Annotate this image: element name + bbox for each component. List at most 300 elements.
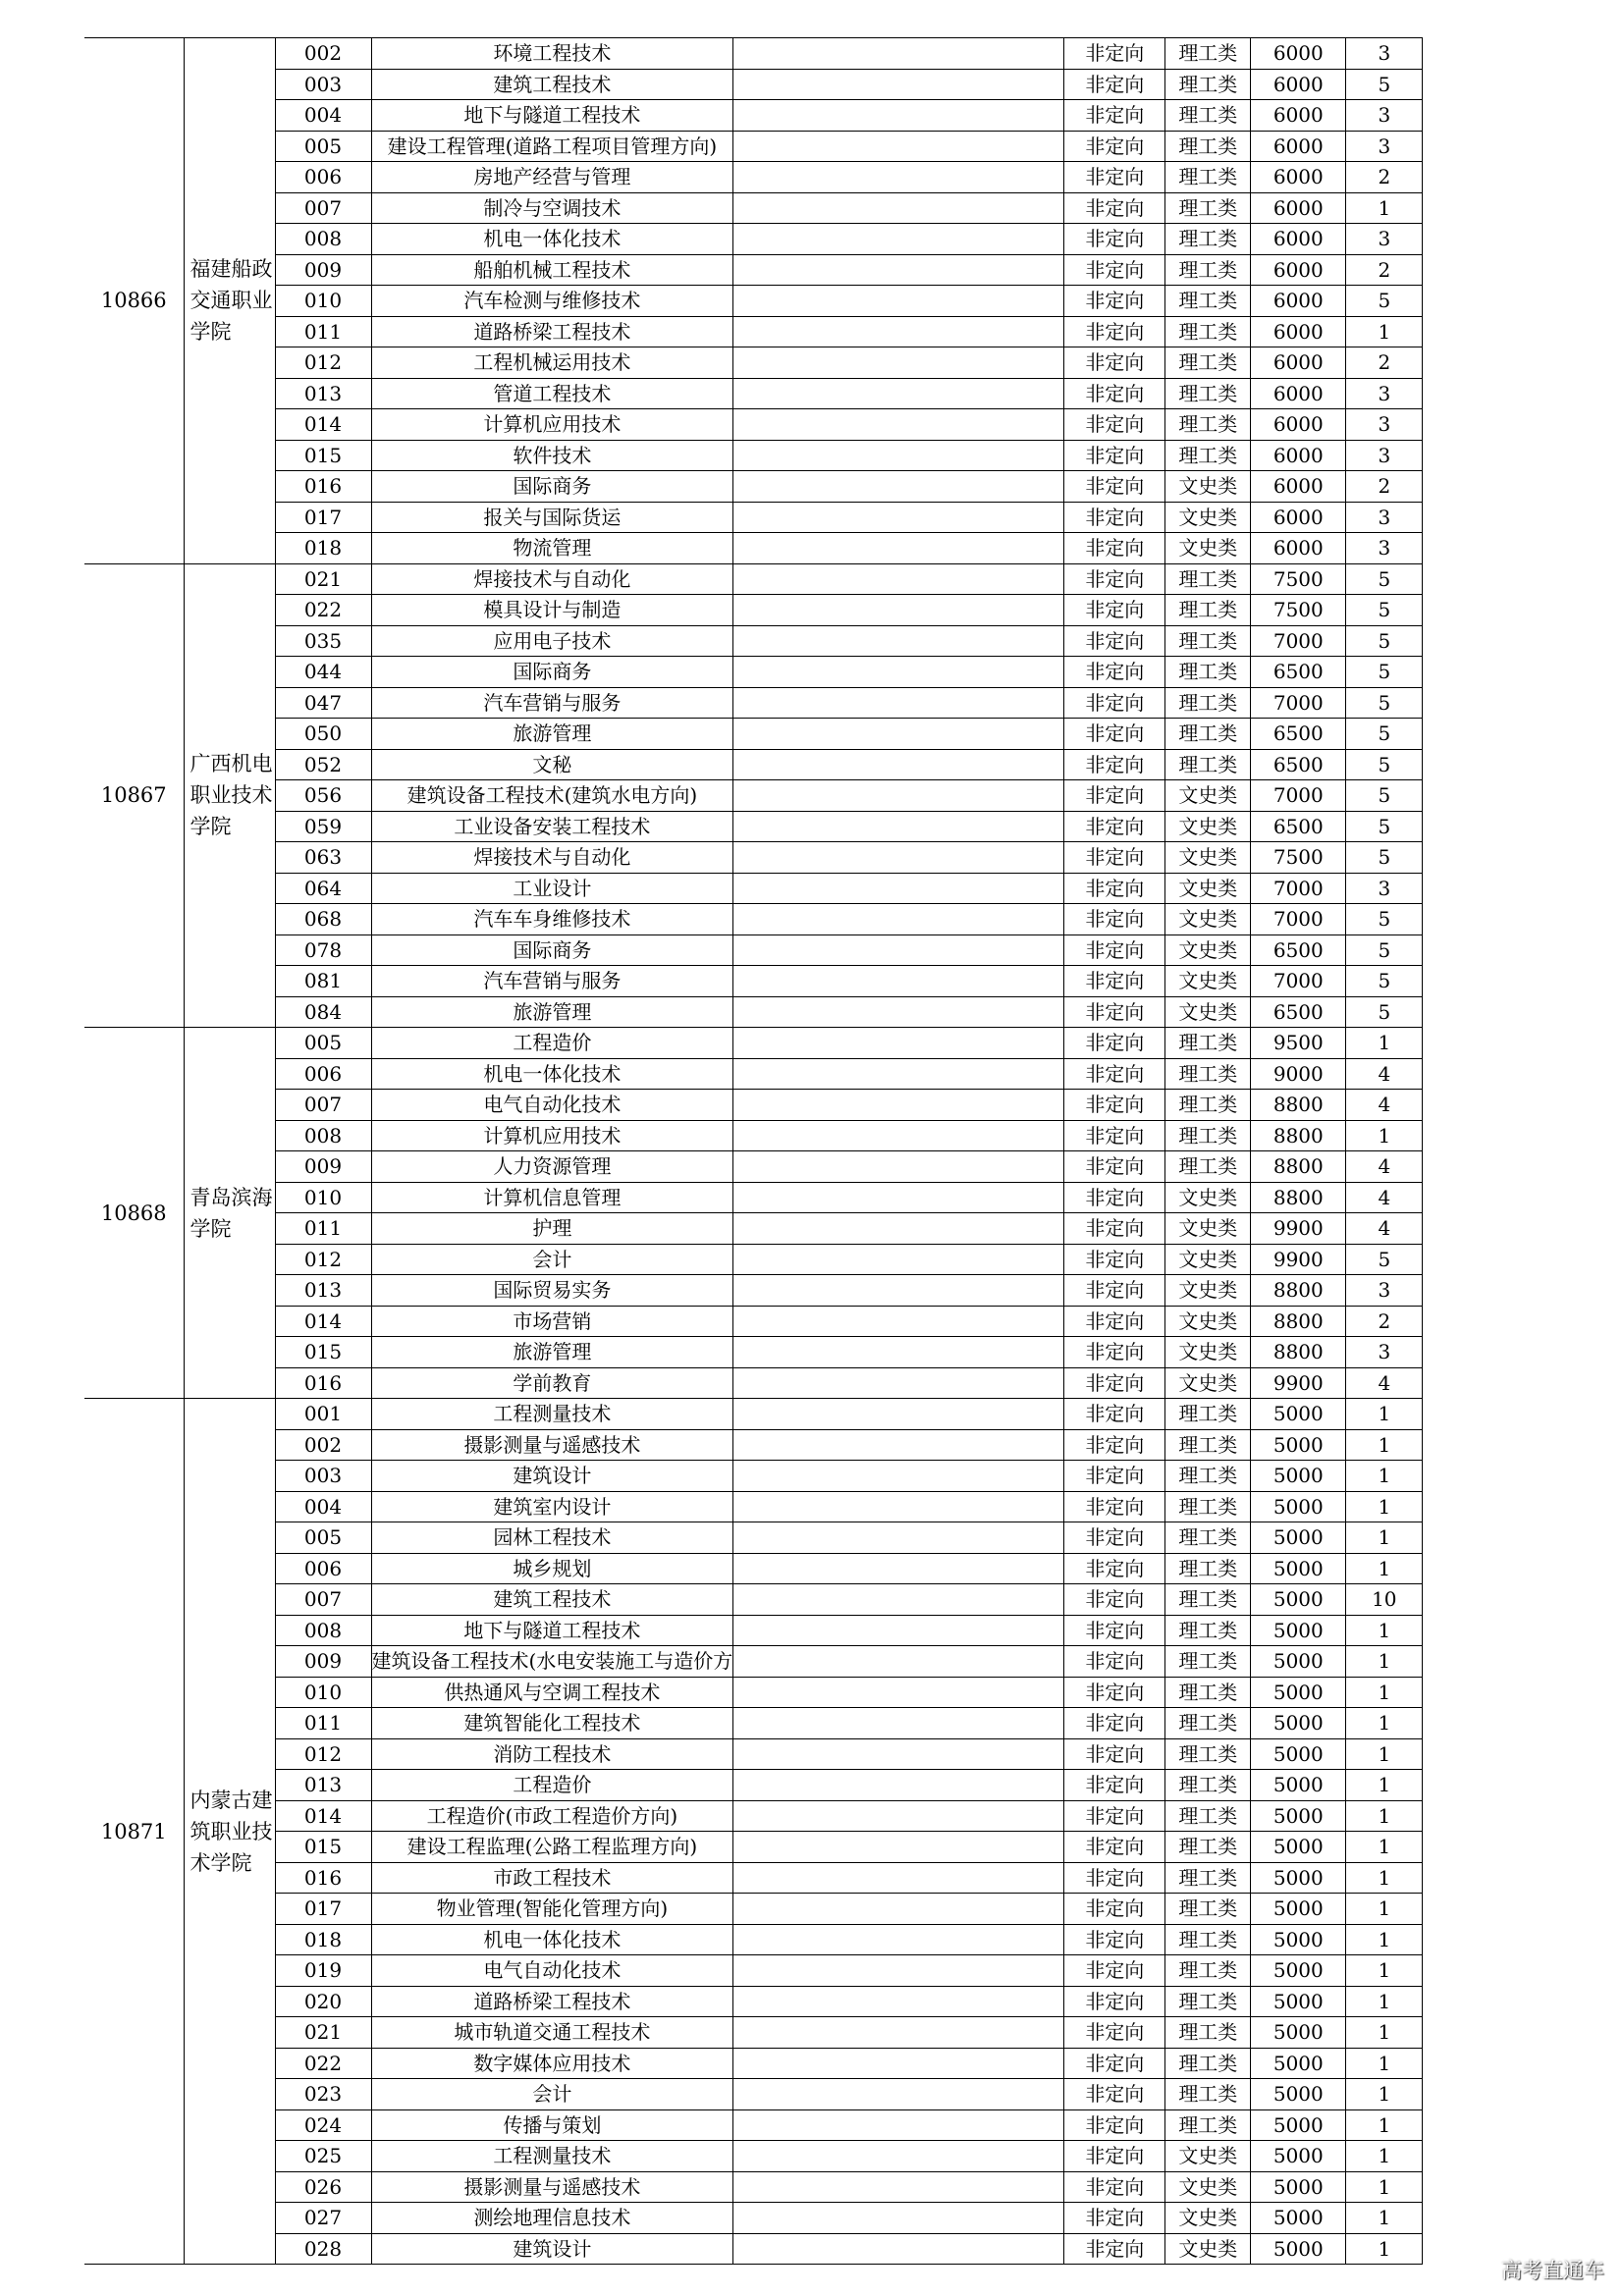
major-name: 建筑设备工程技术(建筑水电方向) — [371, 780, 733, 812]
major-name: 会计 — [371, 1244, 733, 1275]
school-code: 10868 — [84, 1028, 184, 1399]
remark — [733, 1461, 1064, 1492]
plan-count: 4 — [1346, 1090, 1423, 1121]
major-name: 制冷与空调技术 — [371, 192, 733, 224]
category: 理工类 — [1165, 2048, 1251, 2079]
plan-count: 1 — [1346, 2048, 1423, 2079]
remark — [733, 1646, 1064, 1678]
plan-count: 3 — [1346, 502, 1423, 533]
direction: 非定向 — [1064, 1058, 1165, 1090]
major-name: 道路桥梁工程技术 — [371, 316, 733, 347]
plan-count: 1 — [1346, 1677, 1423, 1708]
major-name: 建设工程管理(道路工程项目管理方向) — [371, 131, 733, 162]
direction: 非定向 — [1064, 687, 1165, 719]
remark — [733, 1800, 1064, 1832]
category: 理工类 — [1165, 440, 1251, 471]
category: 文史类 — [1165, 904, 1251, 935]
plan-count: 4 — [1346, 1367, 1423, 1399]
category: 理工类 — [1165, 100, 1251, 132]
category: 理工类 — [1165, 1738, 1251, 1770]
remark — [733, 966, 1064, 997]
major-code: 056 — [275, 780, 371, 812]
category: 文史类 — [1165, 2141, 1251, 2172]
tuition: 5000 — [1251, 1399, 1346, 1430]
tuition: 5000 — [1251, 1461, 1346, 1492]
direction: 非定向 — [1064, 780, 1165, 812]
major-code: 059 — [275, 811, 371, 842]
major-name: 建筑工程技术 — [371, 69, 733, 100]
major-name: 文秘 — [371, 749, 733, 780]
major-code: 007 — [275, 192, 371, 224]
plan-count: 1 — [1346, 1986, 1423, 2017]
direction: 非定向 — [1064, 1367, 1165, 1399]
tuition: 7500 — [1251, 563, 1346, 595]
major-name: 道路桥梁工程技术 — [371, 1986, 733, 2017]
major-name: 旅游管理 — [371, 1337, 733, 1368]
tuition: 8800 — [1251, 1151, 1346, 1183]
plan-count: 1 — [1346, 2141, 1423, 2172]
remark — [733, 1584, 1064, 1616]
remark — [733, 2017, 1064, 2049]
major-name: 护理 — [371, 1213, 733, 1245]
remark — [733, 1708, 1064, 1739]
major-code: 025 — [275, 2141, 371, 2172]
tuition: 5000 — [1251, 1429, 1346, 1461]
major-name: 计算机应用技术 — [371, 409, 733, 441]
plan-count: 10 — [1346, 1584, 1423, 1616]
direction: 非定向 — [1064, 69, 1165, 100]
plan-count: 1 — [1346, 1028, 1423, 1059]
direction: 非定向 — [1064, 1244, 1165, 1275]
direction: 非定向 — [1064, 1151, 1165, 1183]
major-name: 工业设备安装工程技术 — [371, 811, 733, 842]
major-code: 014 — [275, 1800, 371, 1832]
plan-count: 1 — [1346, 2233, 1423, 2265]
major-code: 013 — [275, 378, 371, 409]
major-name: 建筑智能化工程技术 — [371, 1708, 733, 1739]
remark — [733, 2141, 1064, 2172]
direction: 非定向 — [1064, 625, 1165, 657]
remark — [733, 563, 1064, 595]
direction: 非定向 — [1064, 1615, 1165, 1646]
tuition: 6000 — [1251, 100, 1346, 132]
category: 理工类 — [1165, 1058, 1251, 1090]
major-code: 035 — [275, 625, 371, 657]
direction: 非定向 — [1064, 873, 1165, 904]
major-code: 017 — [275, 1894, 371, 1925]
major-code: 006 — [275, 1553, 371, 1584]
direction: 非定向 — [1064, 1955, 1165, 1987]
category: 理工类 — [1165, 224, 1251, 255]
plan-count: 5 — [1346, 996, 1423, 1028]
major-code: 002 — [275, 1429, 371, 1461]
major-name: 地下与隧道工程技术 — [371, 100, 733, 132]
plan-count: 3 — [1346, 1337, 1423, 1368]
tuition: 5000 — [1251, 2048, 1346, 2079]
major-name: 建筑设计 — [371, 2233, 733, 2265]
major-code: 022 — [275, 2048, 371, 2079]
remark — [733, 440, 1064, 471]
major-name: 模具设计与制造 — [371, 595, 733, 626]
category: 理工类 — [1165, 69, 1251, 100]
major-code: 021 — [275, 563, 371, 595]
category: 理工类 — [1165, 1708, 1251, 1739]
direction: 非定向 — [1064, 1337, 1165, 1368]
remark — [733, 1491, 1064, 1522]
plan-count: 3 — [1346, 409, 1423, 441]
remark — [733, 873, 1064, 904]
remark — [733, 1553, 1064, 1584]
category: 理工类 — [1165, 1399, 1251, 1430]
school-code: 10871 — [84, 1399, 184, 2265]
direction: 非定向 — [1064, 1182, 1165, 1213]
plan-count: 1 — [1346, 192, 1423, 224]
category: 理工类 — [1165, 1090, 1251, 1121]
remark — [733, 719, 1064, 750]
category: 理工类 — [1165, 38, 1251, 70]
tuition: 6500 — [1251, 996, 1346, 1028]
tuition: 9900 — [1251, 1367, 1346, 1399]
major-name: 计算机应用技术 — [371, 1120, 733, 1151]
direction: 非定向 — [1064, 192, 1165, 224]
major-name: 国际商务 — [371, 934, 733, 966]
category: 文史类 — [1165, 1367, 1251, 1399]
tuition: 5000 — [1251, 1491, 1346, 1522]
category: 理工类 — [1165, 687, 1251, 719]
direction: 非定向 — [1064, 563, 1165, 595]
major-code: 063 — [275, 842, 371, 874]
direction: 非定向 — [1064, 811, 1165, 842]
category: 文史类 — [1165, 502, 1251, 533]
major-name: 园林工程技术 — [371, 1522, 733, 1554]
direction: 非定向 — [1064, 996, 1165, 1028]
tuition: 5000 — [1251, 1955, 1346, 1987]
category: 理工类 — [1165, 1770, 1251, 1801]
tuition: 6000 — [1251, 378, 1346, 409]
category: 文史类 — [1165, 811, 1251, 842]
tuition: 7000 — [1251, 625, 1346, 657]
plan-count: 3 — [1346, 440, 1423, 471]
major-name: 测绘地理信息技术 — [371, 2203, 733, 2234]
remark — [733, 1028, 1064, 1059]
major-name: 建设工程监理(公路工程监理方向) — [371, 1832, 733, 1863]
direction: 非定向 — [1064, 162, 1165, 193]
category: 理工类 — [1165, 1646, 1251, 1678]
plan-count: 3 — [1346, 1275, 1423, 1307]
remark — [733, 1677, 1064, 1708]
tuition: 5000 — [1251, 2171, 1346, 2203]
table-body — [29, 38, 1423, 2265]
tuition: 5000 — [1251, 1924, 1346, 1955]
tuition: 6000 — [1251, 131, 1346, 162]
tuition: 7500 — [1251, 842, 1346, 874]
direction: 非定向 — [1064, 1986, 1165, 2017]
category: 理工类 — [1165, 1986, 1251, 2017]
category: 理工类 — [1165, 347, 1251, 379]
major-name: 计算机信息管理 — [371, 1182, 733, 1213]
remark — [733, 224, 1064, 255]
category: 文史类 — [1165, 966, 1251, 997]
direction: 非定向 — [1064, 1429, 1165, 1461]
category: 理工类 — [1165, 131, 1251, 162]
plan-count: 1 — [1346, 1461, 1423, 1492]
plan-count: 2 — [1346, 471, 1423, 503]
tuition: 6500 — [1251, 811, 1346, 842]
major-name: 机电一体化技术 — [371, 224, 733, 255]
tuition: 6000 — [1251, 533, 1346, 564]
major-code: 011 — [275, 316, 371, 347]
tuition: 6000 — [1251, 502, 1346, 533]
direction: 非定向 — [1064, 1491, 1165, 1522]
tuition: 6000 — [1251, 286, 1346, 317]
remark — [733, 1244, 1064, 1275]
tuition: 7000 — [1251, 904, 1346, 935]
direction: 非定向 — [1064, 719, 1165, 750]
major-name: 环境工程技术 — [371, 38, 733, 70]
remark — [733, 780, 1064, 812]
major-code: 005 — [275, 131, 371, 162]
major-code: 008 — [275, 224, 371, 255]
category: 理工类 — [1165, 409, 1251, 441]
major-name: 旅游管理 — [371, 719, 733, 750]
category: 理工类 — [1165, 254, 1251, 286]
major-code: 047 — [275, 687, 371, 719]
major-code: 016 — [275, 471, 371, 503]
major-name: 摄影测量与遥感技术 — [371, 1429, 733, 1461]
direction: 非定向 — [1064, 1213, 1165, 1245]
direction: 非定向 — [1064, 904, 1165, 935]
remark — [733, 1399, 1064, 1430]
direction: 非定向 — [1064, 1894, 1165, 1925]
direction: 非定向 — [1064, 934, 1165, 966]
direction: 非定向 — [1064, 2203, 1165, 2234]
direction: 非定向 — [1064, 409, 1165, 441]
tuition: 6000 — [1251, 409, 1346, 441]
category: 理工类 — [1165, 192, 1251, 224]
tuition: 8800 — [1251, 1090, 1346, 1121]
plan-count: 5 — [1346, 811, 1423, 842]
direction: 非定向 — [1064, 1924, 1165, 1955]
tuition: 5000 — [1251, 1894, 1346, 1925]
major-code: 012 — [275, 1244, 371, 1275]
direction: 非定向 — [1064, 100, 1165, 132]
direction: 非定向 — [1064, 224, 1165, 255]
category: 文史类 — [1165, 780, 1251, 812]
category: 理工类 — [1165, 1615, 1251, 1646]
direction: 非定向 — [1064, 347, 1165, 379]
direction: 非定向 — [1064, 966, 1165, 997]
category: 理工类 — [1165, 719, 1251, 750]
remark — [733, 502, 1064, 533]
plan-count: 1 — [1346, 1399, 1423, 1430]
major-code: 018 — [275, 533, 371, 564]
direction: 非定向 — [1064, 2233, 1165, 2265]
plan-count: 3 — [1346, 131, 1423, 162]
category: 理工类 — [1165, 2109, 1251, 2141]
direction: 非定向 — [1064, 595, 1165, 626]
remark — [733, 1367, 1064, 1399]
left-margin — [29, 1399, 84, 2265]
tuition: 5000 — [1251, 2079, 1346, 2110]
plan-count: 1 — [1346, 1708, 1423, 1739]
category: 理工类 — [1165, 378, 1251, 409]
category: 文史类 — [1165, 873, 1251, 904]
plan-count: 5 — [1346, 719, 1423, 750]
tuition: 5000 — [1251, 1986, 1346, 2017]
major-code: 023 — [275, 2079, 371, 2110]
major-name: 供热通风与空调工程技术 — [371, 1677, 733, 1708]
remark — [733, 1213, 1064, 1245]
major-name: 建筑设计 — [371, 1461, 733, 1492]
remark — [733, 595, 1064, 626]
remark — [733, 749, 1064, 780]
remark — [733, 1955, 1064, 1987]
remark — [733, 1120, 1064, 1151]
plan-count: 4 — [1346, 1058, 1423, 1090]
major-name: 城乡规划 — [371, 1553, 733, 1584]
tuition: 5000 — [1251, 1646, 1346, 1678]
major-name: 工程测量技术 — [371, 1399, 733, 1430]
major-name: 汽车车身维修技术 — [371, 904, 733, 935]
tuition: 6000 — [1251, 224, 1346, 255]
major-name: 焊接技术与自动化 — [371, 563, 733, 595]
direction: 非定向 — [1064, 1770, 1165, 1801]
major-name: 会计 — [371, 2079, 733, 2110]
remark — [733, 1738, 1064, 1770]
tuition: 6000 — [1251, 316, 1346, 347]
plan-count: 5 — [1346, 687, 1423, 719]
remark — [733, 2171, 1064, 2203]
category: 理工类 — [1165, 625, 1251, 657]
remark — [733, 904, 1064, 935]
major-name: 国际商务 — [371, 657, 733, 688]
tuition: 5000 — [1251, 2233, 1346, 2265]
major-name: 市场营销 — [371, 1306, 733, 1337]
major-name: 建筑工程技术 — [371, 1584, 733, 1616]
category: 文史类 — [1165, 533, 1251, 564]
plan-count: 1 — [1346, 1924, 1423, 1955]
plan-count: 3 — [1346, 100, 1423, 132]
plan-count: 5 — [1346, 780, 1423, 812]
major-name: 机电一体化技术 — [371, 1058, 733, 1090]
tuition: 6000 — [1251, 254, 1346, 286]
plan-count: 5 — [1346, 934, 1423, 966]
major-name: 人力资源管理 — [371, 1151, 733, 1183]
plan-count: 3 — [1346, 873, 1423, 904]
plan-count: 1 — [1346, 1832, 1423, 1863]
category: 文史类 — [1165, 2203, 1251, 2234]
table-row — [29, 1399, 1423, 1430]
tuition: 6000 — [1251, 440, 1346, 471]
tuition: 9000 — [1251, 1058, 1346, 1090]
direction: 非定向 — [1064, 1522, 1165, 1554]
major-code: 006 — [275, 1058, 371, 1090]
major-name: 汽车检测与维修技术 — [371, 286, 733, 317]
major-code: 015 — [275, 1832, 371, 1863]
direction: 非定向 — [1064, 38, 1165, 70]
major-code: 013 — [275, 1275, 371, 1307]
remark — [733, 1058, 1064, 1090]
major-code: 021 — [275, 2017, 371, 2049]
major-code: 009 — [275, 1646, 371, 1678]
tuition: 5000 — [1251, 1770, 1346, 1801]
tuition: 6500 — [1251, 934, 1346, 966]
remark — [733, 625, 1064, 657]
remark — [733, 1151, 1064, 1183]
plan-count: 1 — [1346, 1862, 1423, 1894]
school-name: 内蒙古建筑职业技术学院 — [184, 1399, 275, 2265]
remark — [733, 347, 1064, 379]
tuition: 7000 — [1251, 966, 1346, 997]
school-name: 广西机电职业技术学院 — [184, 563, 275, 1028]
tuition: 9500 — [1251, 1028, 1346, 1059]
direction: 非定向 — [1064, 1800, 1165, 1832]
direction: 非定向 — [1064, 1275, 1165, 1307]
plan-count: 2 — [1346, 347, 1423, 379]
plan-count: 1 — [1346, 2079, 1423, 2110]
category: 理工类 — [1165, 1800, 1251, 1832]
major-code: 005 — [275, 1028, 371, 1059]
major-name: 工程造价 — [371, 1028, 733, 1059]
category: 理工类 — [1165, 162, 1251, 193]
major-code: 002 — [275, 38, 371, 70]
tuition: 7000 — [1251, 780, 1346, 812]
remark — [733, 1090, 1064, 1121]
remark — [733, 2203, 1064, 2234]
remark — [733, 1306, 1064, 1337]
tuition: 5000 — [1251, 1832, 1346, 1863]
category: 理工类 — [1165, 657, 1251, 688]
major-name: 软件技术 — [371, 440, 733, 471]
plan-count: 3 — [1346, 38, 1423, 70]
major-code: 003 — [275, 1461, 371, 1492]
direction: 非定向 — [1064, 1646, 1165, 1678]
tuition: 8800 — [1251, 1182, 1346, 1213]
remark — [733, 842, 1064, 874]
category: 理工类 — [1165, 1894, 1251, 1925]
remark — [733, 1894, 1064, 1925]
major-code: 050 — [275, 719, 371, 750]
major-code: 044 — [275, 657, 371, 688]
major-code: 010 — [275, 1677, 371, 1708]
major-name: 旅游管理 — [371, 996, 733, 1028]
direction: 非定向 — [1064, 440, 1165, 471]
plan-count: 5 — [1346, 595, 1423, 626]
tuition: 5000 — [1251, 1584, 1346, 1616]
remark — [733, 1615, 1064, 1646]
category: 理工类 — [1165, 1120, 1251, 1151]
major-code: 009 — [275, 254, 371, 286]
plan-count: 5 — [1346, 842, 1423, 874]
tuition: 6500 — [1251, 719, 1346, 750]
plan-count: 1 — [1346, 2017, 1423, 2049]
category: 文史类 — [1165, 2233, 1251, 2265]
remark — [733, 38, 1064, 70]
major-name: 汽车营销与服务 — [371, 687, 733, 719]
major-name: 地下与隧道工程技术 — [371, 1615, 733, 1646]
plan-count: 1 — [1346, 1429, 1423, 1461]
remark — [733, 657, 1064, 688]
left-margin — [29, 38, 84, 564]
school-name: 青岛滨海学院 — [184, 1028, 275, 1399]
tuition: 7000 — [1251, 873, 1346, 904]
category: 理工类 — [1165, 1491, 1251, 1522]
remark — [733, 2233, 1064, 2265]
direction: 非定向 — [1064, 2141, 1165, 2172]
direction: 非定向 — [1064, 1120, 1165, 1151]
major-name: 城市轨道交通工程技术 — [371, 2017, 733, 2049]
major-code: 011 — [275, 1213, 371, 1245]
